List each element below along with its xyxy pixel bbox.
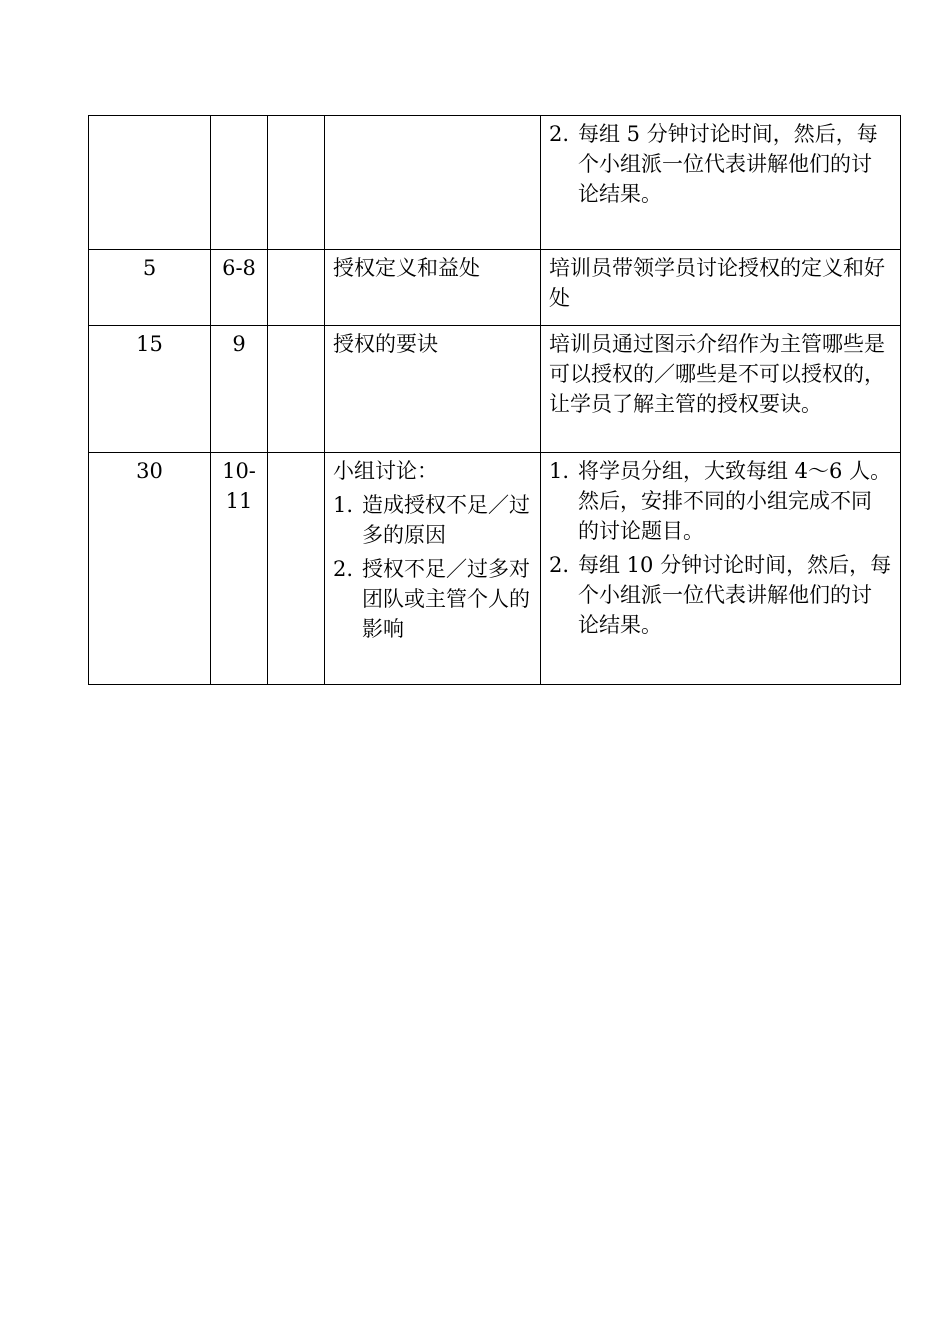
table-row (89, 116, 901, 250)
blank-cell (268, 326, 325, 453)
list-number: 1. (333, 493, 354, 517)
training-plan-table (88, 115, 901, 685)
method-cell (541, 116, 901, 250)
list-number: 2. (549, 122, 570, 146)
list-number: 2. (549, 553, 570, 577)
list-text: 每组 10 分钟讨论时间，然后，每个小组派一位代表讲解他们的讨论结果。 (578, 553, 892, 637)
method-list (549, 119, 892, 209)
blank-cell (268, 453, 325, 685)
list-item (333, 554, 532, 644)
list-item (549, 550, 892, 640)
blank-cell (268, 116, 325, 250)
list-text: 每组 5 分钟讨论时间，然后，每个小组派一位代表讲解他们的讨论结果。 (578, 122, 878, 206)
list-item (333, 490, 532, 550)
table-row (89, 250, 901, 326)
list-text: 授权不足／过多对团队或主管个人的影响 (362, 557, 530, 641)
slides-cell: 6-8 (211, 250, 268, 326)
slides-cell (211, 116, 268, 250)
list-text: 将学员分组，大致每组 4～6 人。然后，安排不同的小组完成不同的讨论题目。 (578, 459, 892, 543)
topic-cell (325, 116, 541, 250)
time-cell: 5 (89, 250, 211, 326)
list-text: 造成授权不足／过多的原因 (362, 493, 530, 547)
list-number: 1. (549, 459, 570, 483)
method-cell: 培训员通过图示介绍作为主管哪些是可以授权的／哪些是不可以授权的，让学员了解主管的授权要诀。 (541, 326, 901, 453)
method-cell (541, 453, 901, 685)
topic-cell: 授权的要诀 (325, 326, 541, 453)
topic-heading: 小组讨论： (333, 459, 438, 483)
slides-cell: 10-11 (211, 453, 268, 685)
time-cell: 30 (89, 453, 211, 685)
list-number: 2. (333, 557, 354, 581)
method-list (549, 456, 892, 640)
topic-cell: 授权定义和益处 (325, 250, 541, 326)
blank-cell (268, 250, 325, 326)
list-item (549, 456, 892, 546)
topic-cell (325, 453, 541, 685)
time-cell (89, 116, 211, 250)
method-cell: 培训员带领学员讨论授权的定义和好处 (541, 250, 901, 326)
table-row (89, 453, 901, 685)
time-cell: 15 (89, 326, 211, 453)
slides-cell: 9 (211, 326, 268, 453)
list-item (549, 119, 892, 209)
topic-list (333, 490, 532, 644)
table-row (89, 326, 901, 453)
